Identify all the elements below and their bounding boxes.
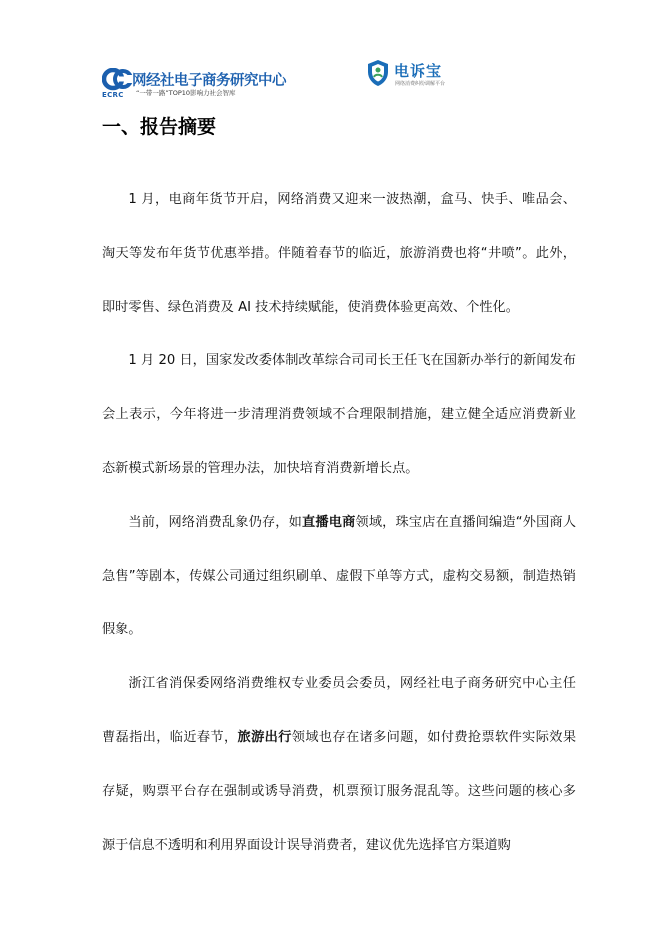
- paragraph-2: 1 月 20 日，国家发改委体制改革综合司司长王任飞在国新办举行的新闻发布会上表示，今年将进一步清理消费领域不合理限制措施，建立健全适应消费新业态新模式新场景的管理办法，加快培育消费新增长点。: [102, 353, 576, 476]
- report-summary-body: [102, 173, 576, 872]
- complaint-platform-name: 电诉宝: [394, 62, 443, 80]
- paragraph-4: [102, 657, 576, 872]
- ecrc-emblem-icon: [102, 68, 134, 92]
- paragraph-3-text-b: 领域，珠宝店在直播间编造“外国商人急售”等剧本，传媒公司通过组织刷单、虚假下单等方式，虚构交易额，制造热销假象。: [102, 514, 577, 638]
- complaint-platform-logo: [366, 58, 466, 90]
- paragraph-4-text-b: 领域也存在诸多问题，如付费抢票软件实际效果存疑，购票平台存在强制或诱导消费，机票预订服务混乱等。这些问题的核心多源于信息不透明和利用界面设计误导消费者，建议优先选择官方渠道购: [102, 729, 577, 853]
- complaint-platform-tagline: 网络消费纠纷调解平台: [395, 81, 446, 87]
- ecrc-logo: [102, 68, 286, 100]
- paragraph-4-highlight: 旅游出行: [237, 729, 292, 745]
- paragraph-3-highlight: 直播电商: [302, 514, 356, 530]
- ecrc-abbr: ECRC: [102, 91, 124, 99]
- paragraph-1: 1 月，电商年货节开启，网络消费又迎来一波热潮，盒马、快手、唯品会、淘天等发布年货节优惠举措。伴随着春节的临近，旅游消费也将“井喷”。此外，即时零售、绿色消费及 AI 技术持续赋能，使消费体验更高效、个性化。: [102, 192, 576, 315]
- paragraph-4-text-a: 浙江省消保委网络消费维权专业委员会委员，网经社电子商务研究中心主任曹磊指出，临近春节，: [102, 676, 576, 745]
- paragraph-3: [102, 496, 576, 657]
- section-title: 一、报告摘要: [102, 116, 217, 138]
- page-header: [0, 0, 662, 110]
- shield-icon: [366, 59, 390, 87]
- ecrc-name: 网经社电子商务研究中心: [132, 73, 286, 89]
- ecrc-tagline: “一带一路”TOP10影响力社会智库: [136, 89, 236, 97]
- paragraph-3-text-a: 当前，网络消费乱象仍存，如: [128, 514, 303, 530]
